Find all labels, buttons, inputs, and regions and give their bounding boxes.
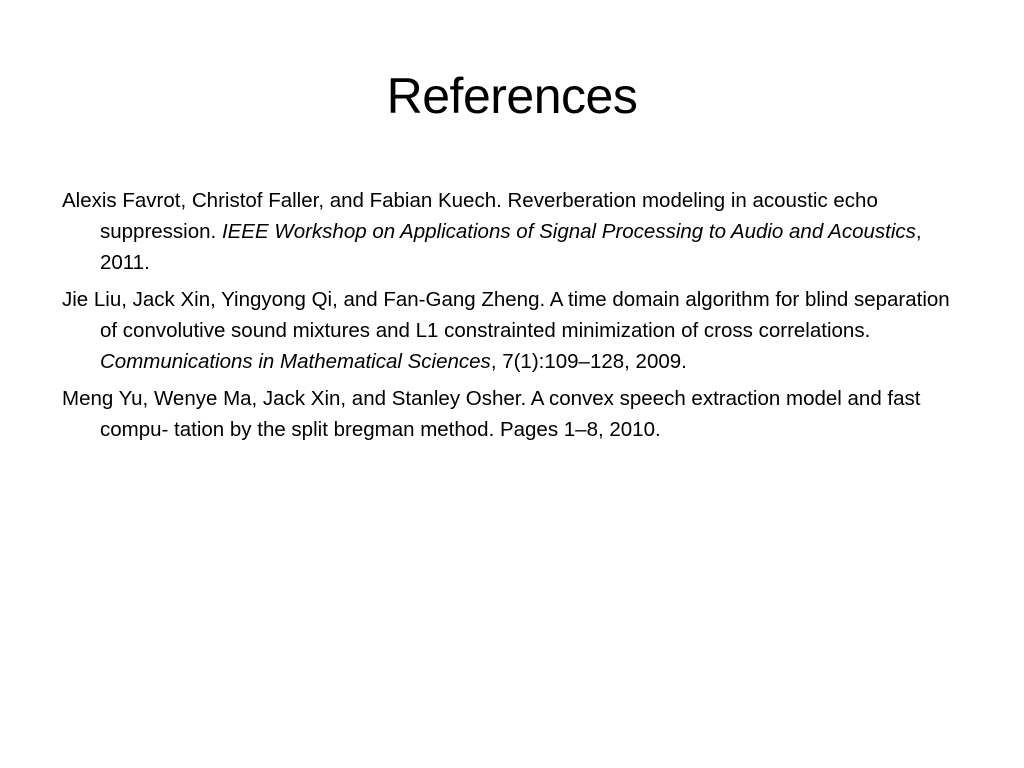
reference-item xyxy=(62,185,972,278)
reference-list xyxy=(62,185,972,451)
reference-text: Meng Yu, Wenye Ma, Jack Xin, and Stanley Osher. A convex speech extraction model and fast compu- tation by the split bregman method. Pages 1–8, 2010. xyxy=(62,387,921,441)
reference-details: , 2011. xyxy=(100,220,922,274)
reference-text: Jie Liu, Jack Xin, Yingyong Qi, and Fan-Gang Zheng. A time domain algorithm for blind separation of convolutive sound mixtures and L1 constrainted minimization of cross correlations. xyxy=(62,288,950,342)
reference-item xyxy=(62,383,972,445)
reference-text: Alexis Favrot, Christof Faller, and Fabian Kuech. Reverberation modeling in acoustic echo suppression. xyxy=(62,189,878,243)
reference-item xyxy=(62,284,972,377)
reference-details: , 7(1):109–128, 2009. xyxy=(490,350,687,373)
reference-venue: Communications in Mathematical Sciences xyxy=(100,350,491,373)
reference-venue: IEEE Workshop on Applications of Signal Processing to Audio and Acoustics xyxy=(221,220,916,243)
slide-title: References xyxy=(386,68,638,124)
